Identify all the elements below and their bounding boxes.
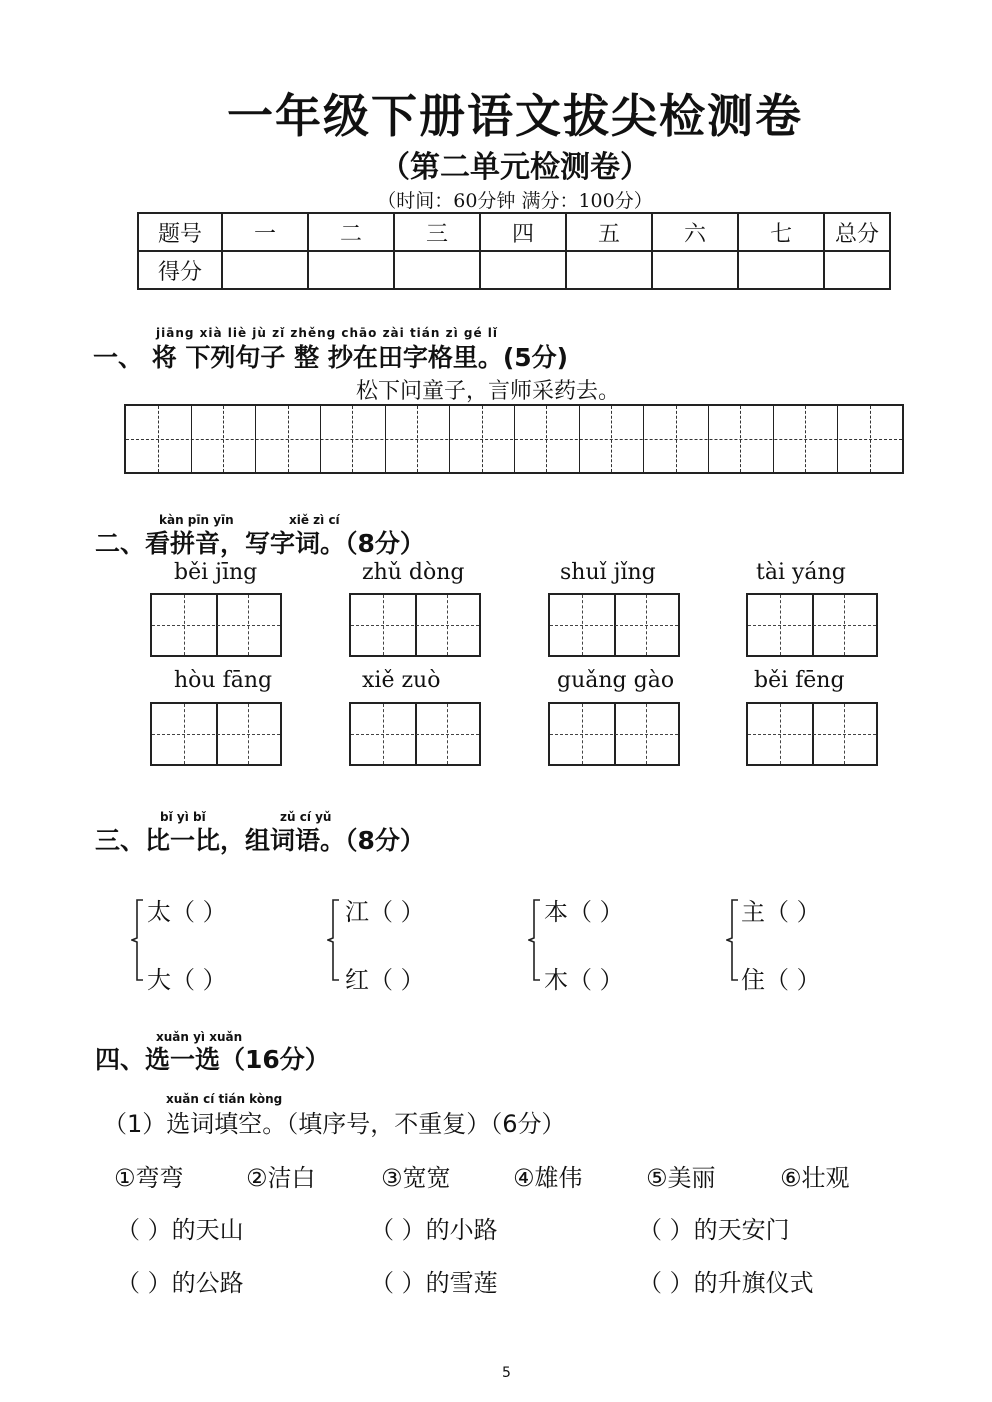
pinyin-word: zhǔ dòng [362, 560, 465, 585]
section-2-pinyin-b: xiě zì cí [289, 513, 340, 527]
word-pair-top: 主（ ） [741, 898, 821, 926]
page-title: 一年级下册语文拔尖检测卷 [227, 89, 803, 143]
pinyin-word: běi jīng [174, 560, 258, 585]
pinyin-word: běi fēng [754, 668, 845, 693]
section-1-pinyin: jiāng xià liè jù zǐ zhěng chāo zài tián zì gé lǐ [156, 326, 499, 340]
writing-box[interactable] [150, 593, 282, 657]
grid-cell-line [191, 406, 192, 472]
fill-blank-item[interactable]: （ ）的升旗仪式 [638, 1269, 814, 1297]
section-1-title: 一、 将 下列句子 整 抄在田字格里。(5分) [93, 343, 569, 372]
table-header-cell: 四 [480, 213, 566, 251]
grid-dash-line [740, 406, 741, 472]
table-row [138, 251, 890, 289]
section-4-sub-pinyin: xuǎn cí tián kòng [166, 1092, 283, 1106]
word-pair-bottom: 住（ ） [741, 966, 821, 994]
grid-dash-line [870, 406, 871, 472]
grid-cell-line [449, 406, 450, 472]
brace-icon [327, 898, 341, 982]
grid-cell-line [579, 406, 580, 472]
writing-box[interactable] [150, 702, 282, 766]
section-2-pinyin-a: kàn pīn yīn [159, 513, 234, 527]
section-3-title: 三、比一比，组词语。（8分） [95, 826, 425, 855]
score-input-cell[interactable] [652, 251, 738, 289]
table-header-cell: 五 [566, 213, 652, 251]
fill-blank-item[interactable]: （ ）的雪莲 [370, 1269, 498, 1297]
section-3-pinyin-a: bǐ yì bǐ [160, 810, 206, 824]
table-header-cell: 三 [394, 213, 480, 251]
exam-meta: （时间：60分钟 满分：100分） [377, 190, 653, 212]
score-input-cell[interactable] [824, 251, 890, 289]
pinyin-word: hòu fāng [174, 668, 273, 693]
copy-sentence: 松下问童子，言师采药去。 [356, 379, 621, 404]
score-input-cell[interactable] [738, 251, 824, 289]
word-pair-bottom: 木（ ） [544, 966, 624, 994]
grid-dash-line [158, 406, 159, 472]
word-option: ⑤美丽 [646, 1164, 716, 1192]
table-header-cell: 二 [308, 213, 394, 251]
writing-box[interactable] [548, 702, 680, 766]
grid-cell-line [514, 406, 515, 472]
section-4-title: 四、选一选（16分） [95, 1045, 330, 1074]
fill-blank-item[interactable]: （ ）的小路 [370, 1216, 498, 1244]
writing-box[interactable] [349, 593, 481, 657]
grid-cell-line [255, 406, 256, 472]
score-input-cell[interactable] [566, 251, 652, 289]
fill-blank-item[interactable]: （ ）的天安门 [638, 1216, 790, 1244]
section-4-pinyin: xuǎn yì xuǎn [156, 1030, 243, 1044]
grid-dash-line [546, 406, 547, 472]
grid-dash-line [288, 406, 289, 472]
writing-box[interactable] [548, 593, 680, 657]
page-subtitle: （第二单元检测卷） [380, 150, 650, 185]
grid-dash-line [805, 406, 806, 472]
table-header-cell: 题号 [138, 213, 222, 251]
table-header-cell: 六 [652, 213, 738, 251]
grid-dash-line [352, 406, 353, 472]
table-row [138, 213, 890, 251]
word-option: ②洁白 [246, 1164, 316, 1192]
score-input-cell[interactable] [394, 251, 480, 289]
section-3-pinyin-b: zǔ cí yǔ [280, 810, 332, 824]
table-header-cell: 总分 [824, 213, 890, 251]
pinyin-word: xiě zuò [362, 668, 441, 693]
section-2-title: 二、看拼音，写字词。（8分） [95, 529, 425, 558]
grid-cell-line [385, 406, 386, 472]
score-input-cell[interactable] [308, 251, 394, 289]
brace-icon [528, 898, 542, 982]
score-table [137, 212, 891, 290]
pinyin-word: tài yáng [756, 560, 846, 585]
grid-dash-line [417, 406, 418, 472]
table-header-cell: 一 [222, 213, 308, 251]
grid-dash-line [223, 406, 224, 472]
word-option: ④雄伟 [513, 1164, 583, 1192]
grid-cell-line [320, 406, 321, 472]
writing-box[interactable] [349, 702, 481, 766]
grid-dash-line [611, 406, 612, 472]
table-label-cell: 得分 [138, 251, 222, 289]
pinyin-word: shuǐ jǐng [560, 560, 656, 585]
grid-cell-line [773, 406, 774, 472]
word-pair-top: 江（ ） [345, 898, 425, 926]
tianzige-grid[interactable] [124, 404, 904, 474]
score-input-cell[interactable] [222, 251, 308, 289]
brace-icon [726, 898, 740, 982]
score-input-cell[interactable] [480, 251, 566, 289]
grid-cell-line [643, 406, 644, 472]
word-pair-bottom: 大（ ） [147, 966, 227, 994]
grid-cell-line [837, 406, 838, 472]
word-pair-top: 太（ ） [147, 898, 227, 926]
word-pair-top: 本（ ） [544, 898, 624, 926]
grid-dash-line [482, 406, 483, 472]
fill-blank-item[interactable]: （ ）的公路 [116, 1269, 244, 1297]
writing-box[interactable] [746, 702, 878, 766]
grid-dash-line [676, 406, 677, 472]
pinyin-word: guǎng gào [557, 668, 675, 693]
grid-cell-line [708, 406, 709, 472]
page-number: 5 [502, 1365, 511, 1381]
word-pair-bottom: 红（ ） [345, 966, 425, 994]
section-4-sub-title: （1）选词填空。（填序号，不重复）（6分） [103, 1110, 566, 1138]
word-option: ⑥壮观 [780, 1164, 850, 1192]
fill-blank-item[interactable]: （ ）的天山 [116, 1216, 244, 1244]
word-option: ③宽宽 [381, 1164, 451, 1192]
brace-icon [131, 898, 145, 982]
table-header-cell: 七 [738, 213, 824, 251]
writing-box[interactable] [746, 593, 878, 657]
word-option: ①弯弯 [114, 1164, 184, 1192]
